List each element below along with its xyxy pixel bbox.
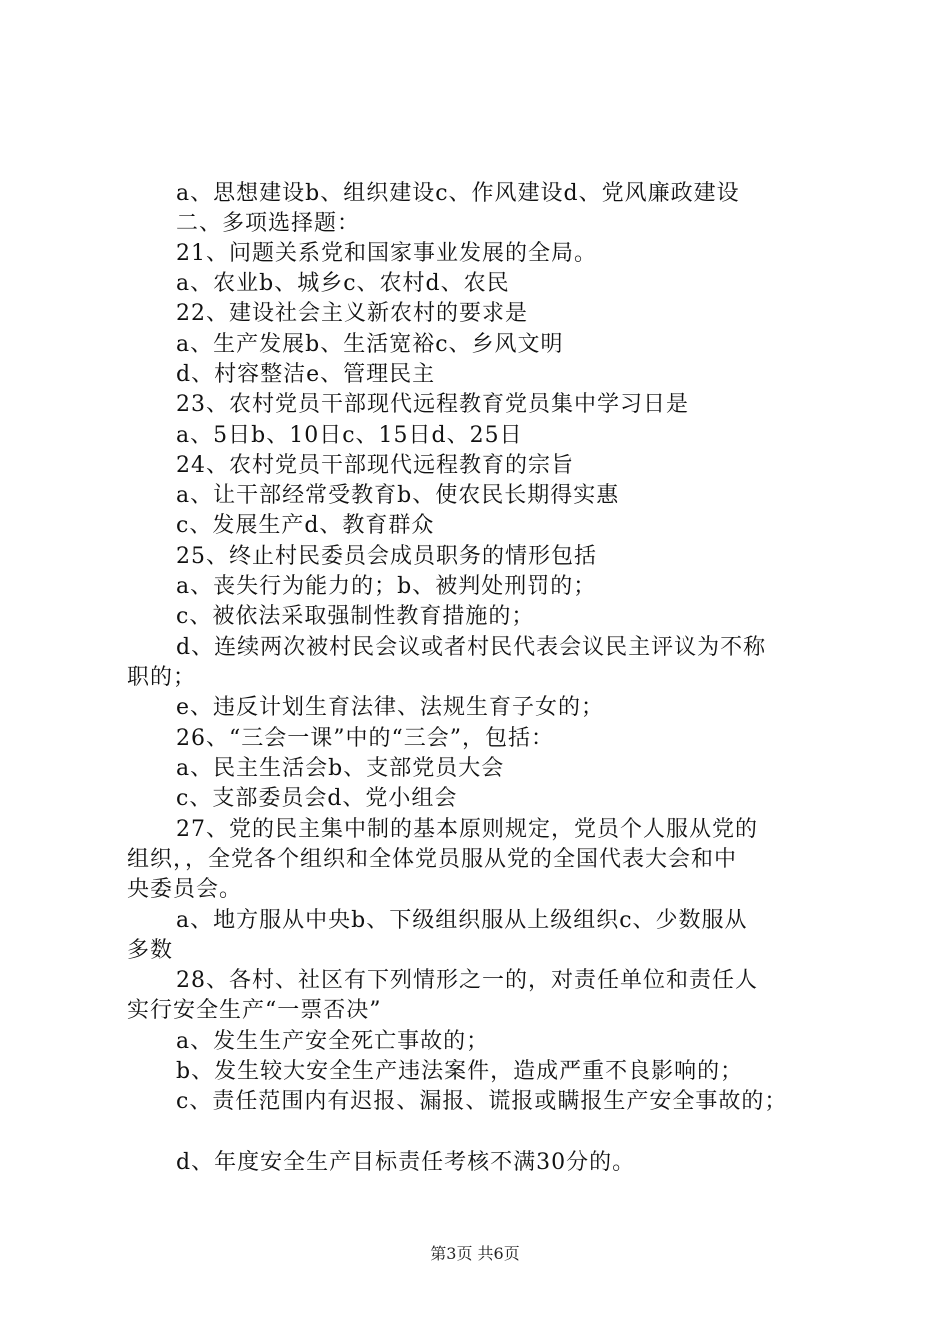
- question-28: 28、各村、社区有下列情形之一的，对责任单位和责任人: [176, 968, 758, 993]
- page-footer: 第3页 共6页: [430, 1244, 520, 1263]
- text-line: a、地方服从中央b、下级组织服从上级组织c、少数服从: [176, 908, 748, 933]
- text-line: d、连续两次被村民会议或者村民代表会议民主评议为不称: [176, 635, 767, 660]
- question-23: 23、农村党员干部现代远程教育党员集中学习日是: [176, 392, 689, 417]
- text-line: a、农业b、城乡c、农村d、农民: [176, 271, 510, 296]
- question-26: 26、“三会一课”中的“三会”，包括：: [176, 726, 554, 751]
- text-line: a、5日b、10日c、15日d、25日: [176, 423, 523, 448]
- text-line: 实行安全生产“一票否决”: [127, 998, 382, 1023]
- text-line: c、被依法采取强制性教育措施的；: [176, 604, 535, 629]
- text-line: d、村容整洁e、管理民主: [176, 362, 436, 387]
- text-line: a、让干部经常受教育b、使农民长期得实惠: [176, 483, 620, 508]
- text-line: c、发展生产d、教育群众: [176, 513, 435, 538]
- question-21: 21、问题关系党和国家事业发展的全局。: [176, 241, 597, 266]
- section-heading: 二、多项选择题：: [176, 211, 361, 236]
- question-25: 25、终止村民委员会成员职务的情形包括: [176, 544, 597, 569]
- text-line: e、违反计划生育法律、法规生育子女的；: [176, 695, 605, 720]
- text-line: a、生产发展b、生活宽裕c、乡风文明: [176, 332, 564, 357]
- text-line: a、丧失行为能力的；b、被判处刑罚的；: [176, 574, 597, 599]
- text-line: b、发生较大安全生产违法案件，造成严重不良影响的；: [176, 1059, 744, 1084]
- text-line: 央委员会。: [127, 877, 243, 902]
- text-line: 职的；: [127, 665, 197, 690]
- text-line: a、发生生产安全死亡事故的；: [176, 1029, 490, 1054]
- text-line: 组织，，全党各个组织和全体党员服从党的全国代表大会和中: [127, 847, 738, 872]
- text-line: a、民主生活会b、支部党员大会: [176, 756, 505, 781]
- question-27: 27、党的民主集中制的基本原则规定，党员个人服从党的: [176, 817, 758, 842]
- text-line: 多数: [127, 938, 174, 963]
- question-22: 22、建设社会主义新农村的要求是: [176, 301, 528, 326]
- question-24: 24、农村党员干部现代远程教育的宗旨: [176, 453, 574, 478]
- text-line: c、责任范围内有迟报、漏报、谎报或瞒报生产安全事故的；: [176, 1089, 788, 1114]
- text-line: a、思想建设b、组织建设c、作风建设d、党风廉政建设: [176, 181, 740, 206]
- text-line: d、年度安全生产目标责任考核不满30分的。: [176, 1150, 636, 1175]
- text-line: c、支部委员会d、党小组会: [176, 786, 458, 811]
